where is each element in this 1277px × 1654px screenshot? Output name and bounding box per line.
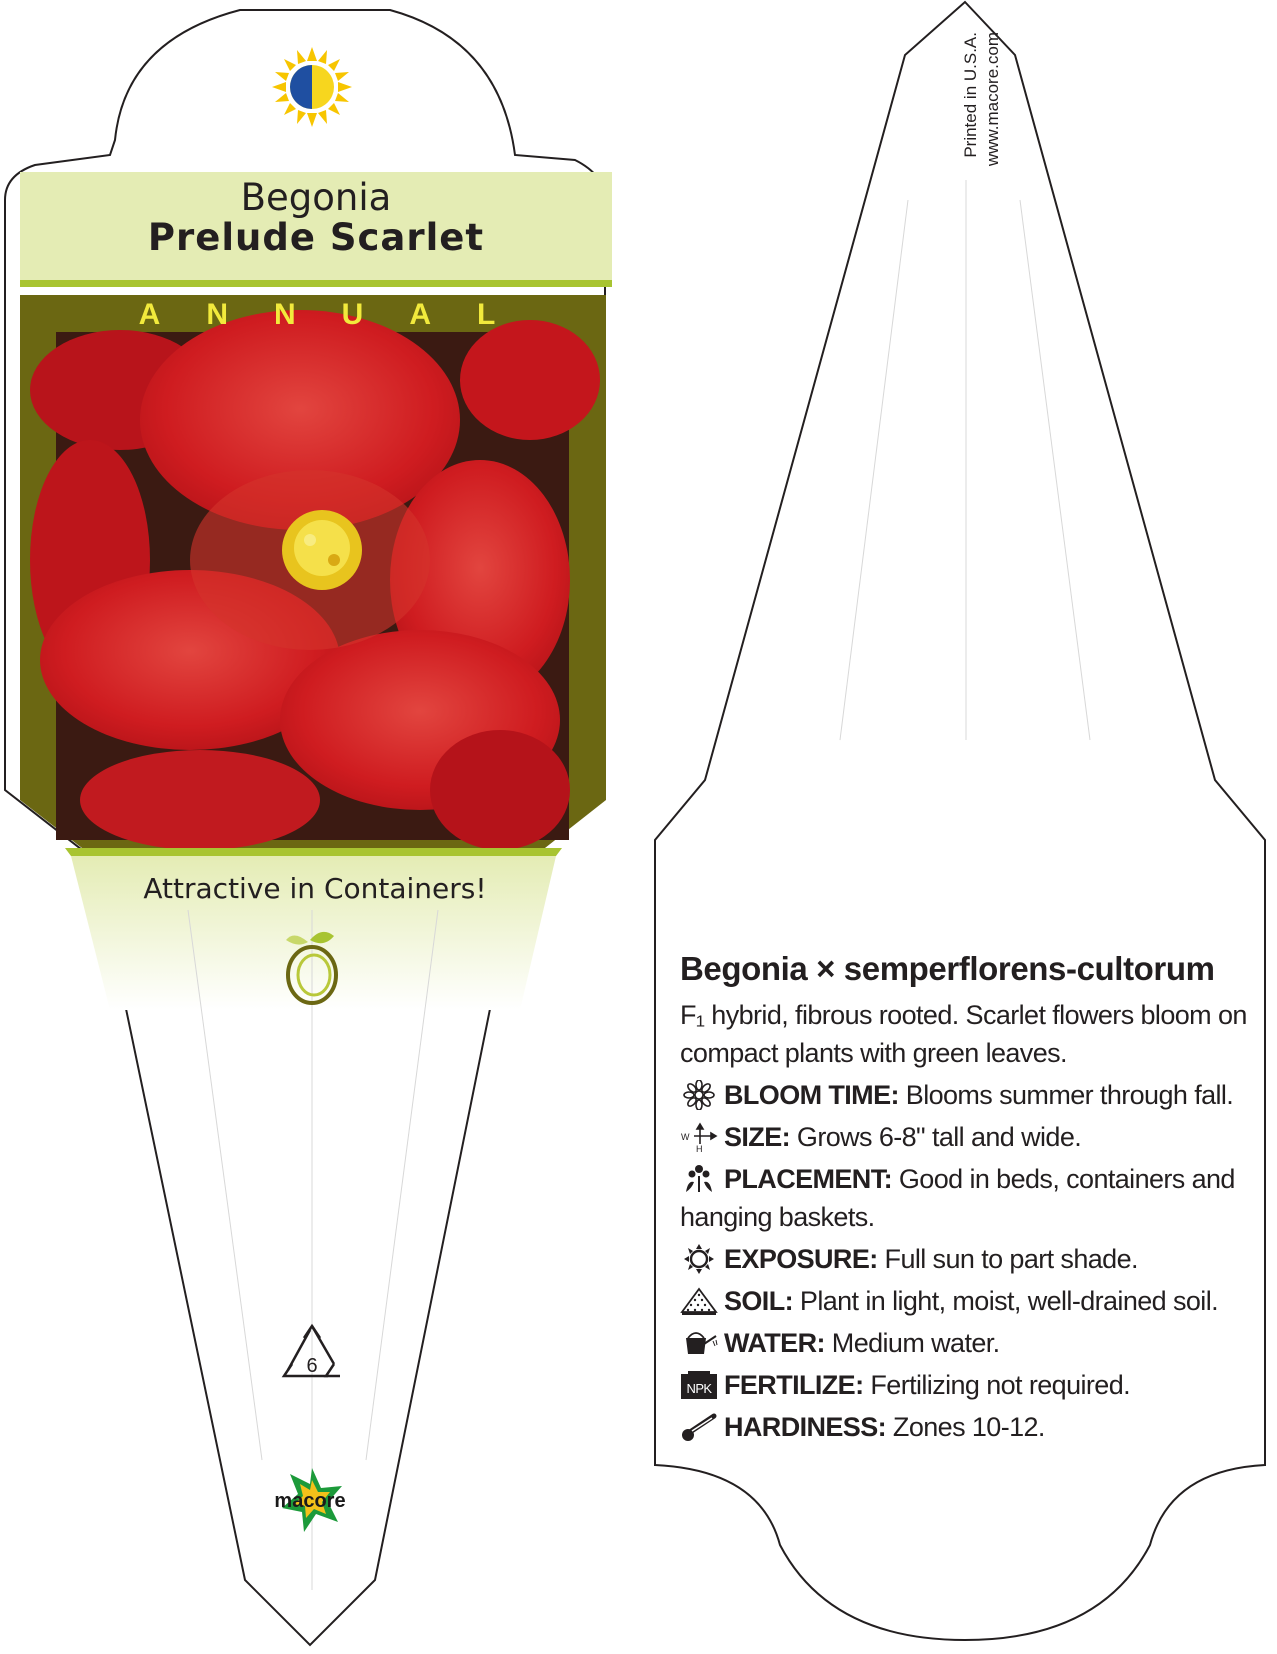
size-arrows-icon bbox=[680, 1122, 718, 1152]
soil-icon bbox=[680, 1286, 718, 1316]
back-content bbox=[680, 950, 1265, 1446]
svg-text:H: H bbox=[696, 1144, 702, 1152]
attribute-exposure: EXPOSURE: Full sun to part shade. bbox=[680, 1240, 1265, 1278]
sun-icon bbox=[680, 1244, 718, 1274]
svg-text:NPK: NPK bbox=[686, 1381, 712, 1396]
attribute-soil: SOIL: Plant in light, moist, well-drained soil. bbox=[680, 1282, 1265, 1320]
attribute-fertilize: NPK FERTILIZE: Fertilizing not required. bbox=[680, 1366, 1265, 1404]
description: F₁ hybrid, fibrous rooted. Scarlet flowers bloom on compact plants with green leaves. bbox=[680, 1000, 1247, 1068]
recycle-code: 6 bbox=[306, 1355, 318, 1377]
tagline: Attractive in Containers! bbox=[143, 872, 487, 905]
plant-variety: Prelude Scarlet bbox=[147, 216, 485, 259]
tagline-stripe bbox=[65, 848, 562, 856]
attribute-bloom-time: BLOOM TIME: Blooms summer through fall. bbox=[680, 1076, 1265, 1114]
scientific-name: Begonia × semperflorens-cultorum bbox=[680, 950, 1215, 987]
sun-shade-icon bbox=[272, 47, 352, 127]
flower-icon bbox=[680, 1080, 718, 1110]
attribute-placement: PLACEMENT: Good in beds, containers and hanging baskets. bbox=[680, 1164, 1235, 1232]
plant-genus: Begonia bbox=[240, 176, 392, 219]
attribute-water: WATER: Medium water. bbox=[680, 1324, 1265, 1362]
printed-in: Printed in U.S.A. bbox=[961, 32, 980, 158]
attribute-size: W H SIZE: Grows 6-8" tall and wide. bbox=[681, 1122, 1082, 1152]
watering-can-icon bbox=[680, 1328, 718, 1358]
attribute-hardiness: HARDINESS: Zones 10-12. bbox=[680, 1408, 1265, 1446]
thermometer-icon bbox=[680, 1412, 718, 1442]
plant-type-label: ANNUAL bbox=[138, 298, 542, 331]
flower-photo bbox=[30, 310, 600, 850]
svg-text:W: W bbox=[681, 1132, 689, 1142]
header-stripe bbox=[20, 280, 612, 287]
npk-icon bbox=[680, 1370, 718, 1400]
printed-info bbox=[960, 32, 1004, 262]
brand-logo-text: macore bbox=[274, 1490, 346, 1512]
placement-icon bbox=[680, 1164, 718, 1194]
website: www.macore.com bbox=[983, 32, 1002, 167]
